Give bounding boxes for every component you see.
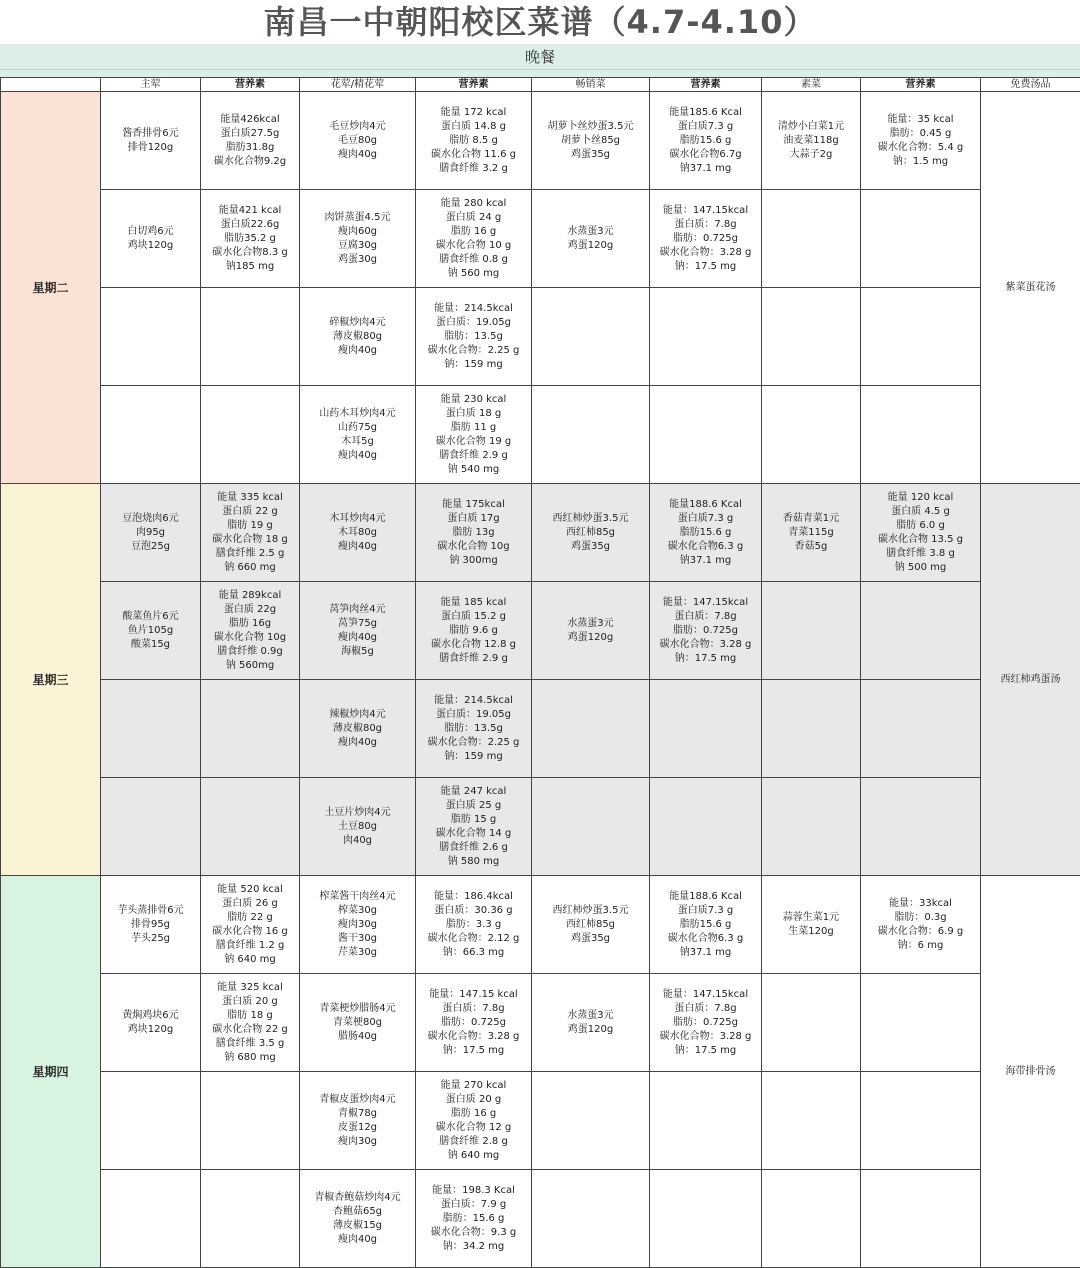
main-meat-nutrition — [201, 680, 300, 778]
main-meat-dish — [101, 680, 201, 778]
bestseller-dish — [532, 680, 650, 778]
vegetable-dish — [762, 190, 861, 288]
day-label: 星期三 — [1, 484, 101, 876]
mixed-meat-nutrition: 能量 185 kcal 蛋白质 15.2 g 脂肪 9.6 g 碳水化合物 12.8 g 膳食纤维 2.9 g — [416, 582, 532, 680]
mixed-meat-dish: 榨菜酱干肉丝4元 榨菜30g 瘦肉30g 酱干30g 芹菜30g — [300, 876, 416, 974]
bestseller-dish: 西红柿炒蛋3.5元 西红柿85g 鸡蛋35g — [532, 876, 650, 974]
header-nutrition: 营养素 — [650, 78, 762, 92]
menu-row — [1, 1170, 1080, 1268]
bestseller-nutrition — [650, 778, 762, 876]
vegetable-nutrition — [861, 680, 981, 778]
bestseller-dish — [532, 1170, 650, 1268]
header-bestseller: 畅销菜 — [532, 78, 650, 92]
header-free-soup: 免费汤品 — [981, 78, 1080, 92]
mixed-meat-dish: 青椒皮蛋炒肉4元 青椒78g 皮蛋12g 瘦肉30g — [300, 1072, 416, 1170]
free-soup: 海带排骨汤 — [981, 876, 1080, 1268]
bestseller-dish: 水蒸蛋3元 鸡蛋120g — [532, 974, 650, 1072]
vegetable-dish — [762, 680, 861, 778]
bestseller-dish — [532, 288, 650, 386]
main-meat-dish: 黄焖鸡块6元 鸡块120g — [101, 974, 201, 1072]
mixed-meat-dish: 青椒杏鲍菇炒肉4元 杏鲍菇65g 薄皮椒15g 瘦肉40g — [300, 1170, 416, 1268]
main-meat-dish — [101, 1170, 201, 1268]
main-meat-dish: 豆泡烧肉6元 肉95g 豆泡25g — [101, 484, 201, 582]
bestseller-nutrition — [650, 1072, 762, 1170]
main-meat-dish — [101, 386, 201, 484]
bestseller-dish: 水蒸蛋3元 鸡蛋120g — [532, 190, 650, 288]
menu-body — [1, 92, 1080, 1268]
bestseller-nutrition: 能量：147.15kcal 蛋白质：7.8g 脂肪：0.725g 碳水化合物：3.28 g 钠：17.5 mg — [650, 582, 762, 680]
vegetable-nutrition — [861, 1072, 981, 1170]
main-meat-dish — [101, 288, 201, 386]
main-meat-nutrition — [201, 778, 300, 876]
vegetable-nutrition: 能量 120 kcal 蛋白质 4.5 g 脂肪 6.0 g 碳水化合物 13.5 g 膳食纤维 3.8 g 钠 500 mg — [861, 484, 981, 582]
bestseller-nutrition: 能量188.6 Kcal 蛋白质7.3 g 脂肪15.6 g 碳水化合物6.3 g 钠37.1 mg — [650, 876, 762, 974]
mixed-meat-nutrition: 能量 230 kcal 蛋白质 18 g 脂肪 11 g 碳水化合物 19 g 膳食纤维 2.9 g 钠 540 mg — [416, 386, 532, 484]
vegetable-dish: 蒜蓉生菜1元 生菜120g — [762, 876, 861, 974]
mixed-meat-nutrition: 能量：198.3 Kcal 蛋白质：7.9 g 脂肪：15.6 g 碳水化合物：9.3 g 钠：34.2 mg — [416, 1170, 532, 1268]
menu-row — [1, 1072, 1080, 1170]
mixed-meat-dish: 辣椒炒肉4元 薄皮椒80g 瘦肉40g — [300, 680, 416, 778]
main-meat-dish — [101, 778, 201, 876]
day-label: 星期二 — [1, 92, 101, 484]
bestseller-nutrition: 能量188.6 Kcal 蛋白质7.3 g 脂肪15.6 g 碳水化合物6.3 g 钠37.1 mg — [650, 484, 762, 582]
header-gap — [0, 70, 1080, 77]
menu-row — [1, 190, 1080, 288]
menu-row — [1, 680, 1080, 778]
vegetable-nutrition: 能量：33kcal 脂肪：0.3g 碳水化合物：6.9 g 钠：6 mg — [861, 876, 981, 974]
bestseller-nutrition: 能量：147.15kcal 蛋白质：7.8g 脂肪：0.725g 碳水化合物：3.28 g 钠：17.5 mg — [650, 974, 762, 1072]
vegetable-dish — [762, 288, 861, 386]
main-meat-nutrition: 能量 289kcal 蛋白质 22g 脂肪 16g 碳水化合物 10g 膳食纤维 0.9g 钠 560mg — [201, 582, 300, 680]
bestseller-nutrition: 能量185.6 Kcal 蛋白质7.3 g 脂肪15.6 g 碳水化合物6.7g 钠37.1 mg — [650, 92, 762, 190]
vegetable-dish — [762, 778, 861, 876]
main-meat-nutrition: 能量426kcal 蛋白质27.5g 脂肪31.8g 碳水化合物9.2g — [201, 92, 300, 190]
main-meat-dish: 酸菜鱼片6元 鱼片105g 酸菜15g — [101, 582, 201, 680]
vegetable-dish: 香菇青菜1元 青菜115g 香菇5g — [762, 484, 861, 582]
main-meat-dish: 白切鸡6元 鸡块120g — [101, 190, 201, 288]
mixed-meat-dish: 肉饼蒸蛋4.5元 瘦肉60g 豆腐30g 鸡蛋30g — [300, 190, 416, 288]
header-nutrition: 营养素 — [201, 78, 300, 92]
header-vegetable: 素菜 — [762, 78, 861, 92]
mixed-meat-nutrition: 能量 175kcal 蛋白质 17g 脂肪 13g 碳水化合物 10g 钠 300mg — [416, 484, 532, 582]
main-meat-nutrition: 能量 325 kcal 蛋白质 20 g 脂肪 18 g 碳水化合物 22 g 膳食纤维 3.5 g 钠 680 mg — [201, 974, 300, 1072]
vegetable-dish — [762, 974, 861, 1072]
mixed-meat-nutrition: 能量：147.15 kcal 蛋白质：7.8g 脂肪：0.725g 碳水化合物：3.28 g 钠：17.5 mg — [416, 974, 532, 1072]
bestseller-nutrition: 能量：147.15kcal 蛋白质：7.8g 脂肪：0.725g 碳水化合物：3.28 g 钠：17.5 mg — [650, 190, 762, 288]
menu-row — [1, 484, 1080, 582]
header-nutrition: 营养素 — [416, 78, 532, 92]
vegetable-nutrition: 能量：35 kcal 脂肪：0.45 g 碳水化合物：5.4 g 钠：1.5 mg — [861, 92, 981, 190]
bestseller-dish: 西红柿炒蛋3.5元 西红柿85g 鸡蛋35g — [532, 484, 650, 582]
menu-table — [0, 77, 1080, 1268]
free-soup: 西红柿鸡蛋汤 — [981, 484, 1080, 876]
header-nutrition: 营养素 — [861, 78, 981, 92]
mixed-meat-dish: 山药木耳炒肉4元 山药75g 木耳5g 瘦肉40g — [300, 386, 416, 484]
meal-subtitle: 晚餐 — [0, 45, 1080, 70]
bestseller-dish: 水蒸蛋3元 鸡蛋120g — [532, 582, 650, 680]
mixed-meat-nutrition: 能量 247 kcal 蛋白质 25 g 脂肪 15 g 碳水化合物 14 g 膳食纤维 2.6 g 钠 580 mg — [416, 778, 532, 876]
mixed-meat-dish: 毛豆炒肉4元 毛豆80g 瘦肉40g — [300, 92, 416, 190]
bestseller-nutrition — [650, 680, 762, 778]
vegetable-nutrition — [861, 190, 981, 288]
menu-row — [1, 92, 1080, 190]
header-row — [1, 78, 1080, 92]
menu-row — [1, 778, 1080, 876]
vegetable-nutrition — [861, 778, 981, 876]
free-soup: 紫菜蛋花汤 — [981, 92, 1080, 484]
main-meat-nutrition: 能量 520 kcal 蛋白质 26 g 脂肪 22 g 碳水化合物 16 g 膳食纤维 1.2 g 钠 640 mg — [201, 876, 300, 974]
bestseller-dish — [532, 1072, 650, 1170]
main-meat-dish: 芋头蒸排骨6元 排骨95g 芋头25g — [101, 876, 201, 974]
vegetable-nutrition — [861, 974, 981, 1072]
mixed-meat-nutrition: 能量：214.5kcal 蛋白质：19.05g 脂肪：13.5g 碳水化合物：2.25 g 钠：159 mg — [416, 680, 532, 778]
menu-row — [1, 974, 1080, 1072]
vegetable-dish — [762, 386, 861, 484]
vegetable-dish — [762, 582, 861, 680]
vegetable-dish: 清炒小白菜1元 油麦菜118g 大蒜子2g — [762, 92, 861, 190]
mixed-meat-nutrition: 能量：214.5kcal 蛋白质：19.05g 脂肪：13.5g 碳水化合物：2.25 g 钠：159 mg — [416, 288, 532, 386]
mixed-meat-nutrition: 能量 280 kcal 蛋白质 24 g 脂肪 16 g 碳水化合物 10 g 膳食纤维 0.8 g 钠 560 mg — [416, 190, 532, 288]
mixed-meat-dish: 青菜梗炒腊肠4元 青菜梗80g 腊肠40g — [300, 974, 416, 1072]
main-meat-nutrition — [201, 1072, 300, 1170]
mixed-meat-nutrition: 能量 270 kcal 蛋白质 20 g 脂肪 16 g 碳水化合物 12 g 膳食纤维 2.8 g 钠 640 mg — [416, 1072, 532, 1170]
vegetable-nutrition — [861, 288, 981, 386]
main-meat-nutrition — [201, 1170, 300, 1268]
mixed-meat-dish: 土豆片炒肉4元 土豆80g 肉40g — [300, 778, 416, 876]
page-title: 南昌一中朝阳校区菜谱（4.7-4.10） — [0, 0, 1080, 45]
menu-row — [1, 876, 1080, 974]
mixed-meat-dish: 碎椒炒肉4元 薄皮椒80g 瘦肉40g — [300, 288, 416, 386]
mixed-meat-dish: 莴笋肉丝4元 莴笋75g 瘦肉40g 海椒5g — [300, 582, 416, 680]
main-meat-dish — [101, 1072, 201, 1170]
mixed-meat-dish: 木耳炒肉4元 木耳80g 瘦肉40g — [300, 484, 416, 582]
bestseller-dish: 胡萝卜丝炒蛋3.5元 胡萝卜丝85g 鸡蛋35g — [532, 92, 650, 190]
bestseller-nutrition — [650, 386, 762, 484]
bestseller-nutrition — [650, 1170, 762, 1268]
main-meat-nutrition — [201, 386, 300, 484]
vegetable-nutrition — [861, 1170, 981, 1268]
main-meat-nutrition: 能量 335 kcal 蛋白质 22 g 脂肪 19 g 碳水化合物 18 g 膳食纤维 2.5 g 钠 660 mg — [201, 484, 300, 582]
vegetable-dish — [762, 1170, 861, 1268]
main-meat-nutrition — [201, 288, 300, 386]
vegetable-nutrition — [861, 386, 981, 484]
day-label: 星期四 — [1, 876, 101, 1268]
vegetable-nutrition — [861, 582, 981, 680]
vegetable-dish — [762, 1072, 861, 1170]
bestseller-nutrition — [650, 288, 762, 386]
menu-row — [1, 582, 1080, 680]
main-meat-nutrition: 能量421 kcal 蛋白质22.6g 脂肪35.2 g 碳水化合物8.3 g 钠185 mg — [201, 190, 300, 288]
mixed-meat-nutrition: 能量：186.4kcal 蛋白质：30.36 g 脂肪：3.3 g 碳水化合物：2.12 g 钠：66.3 mg — [416, 876, 532, 974]
bestseller-dish — [532, 778, 650, 876]
menu-row — [1, 288, 1080, 386]
bestseller-dish — [532, 386, 650, 484]
mixed-meat-nutrition: 能量 172 kcal 蛋白质 14.8 g 脂肪 8.5 g 碳水化合物 11.6 g 膳食纤维 3.2 g — [416, 92, 532, 190]
header-mixed-meat: 花荤/精花荤 — [300, 78, 416, 92]
menu-row — [1, 386, 1080, 484]
main-meat-dish: 酱香排骨6元 排骨120g — [101, 92, 201, 190]
header-main-meat: 主荤 — [101, 78, 201, 92]
header-blank — [1, 78, 101, 92]
